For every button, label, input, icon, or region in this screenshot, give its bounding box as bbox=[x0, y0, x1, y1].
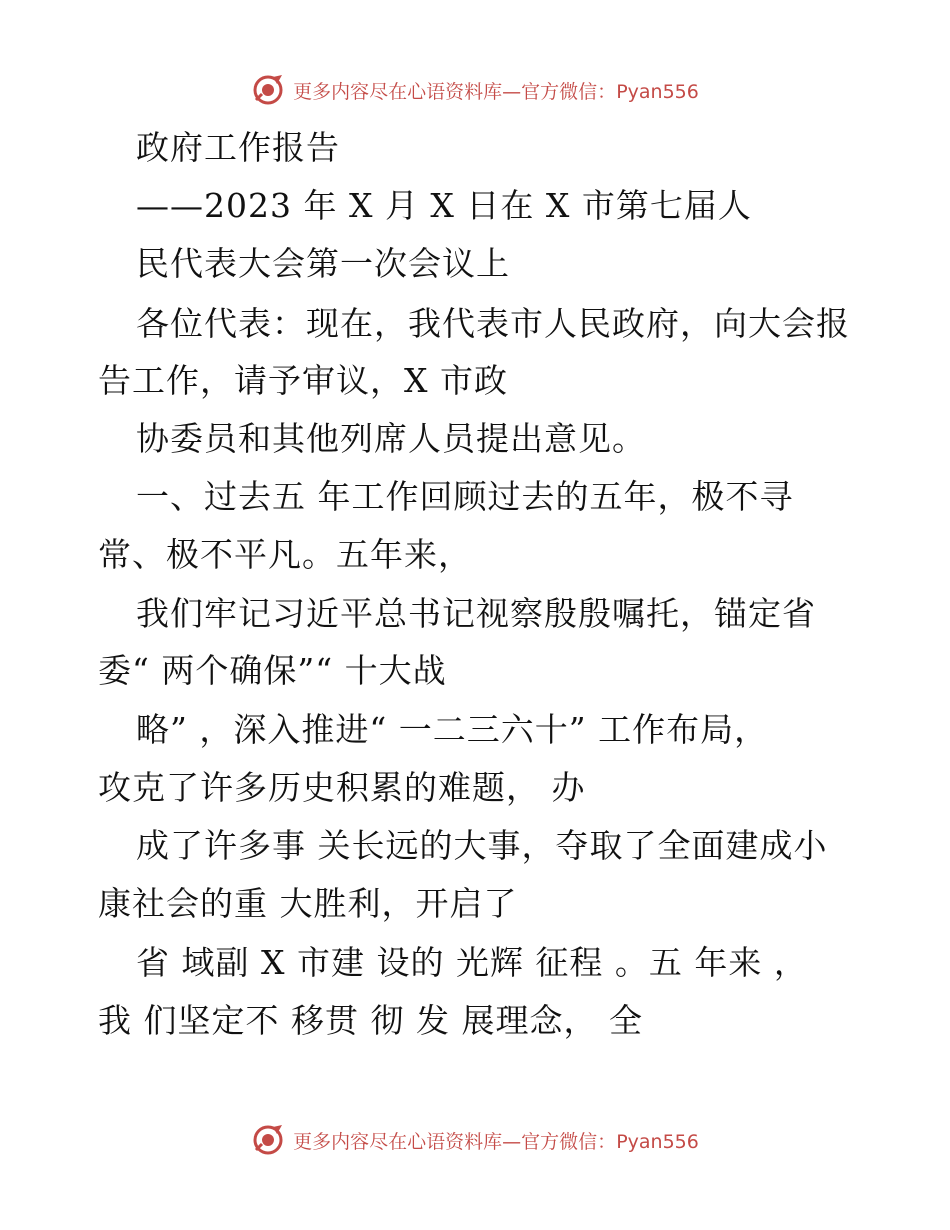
paragraph-2-line-2: 常、极不平凡。五年来， bbox=[98, 535, 472, 574]
paragraph-4-line-2: 攻克了许多历史积累的难题， 办 bbox=[98, 768, 586, 807]
subtitle-line-2: 民代表大会第一次会议上 bbox=[136, 244, 510, 283]
paragraph-1-line-2: 告工作，请予审议，X 市政 bbox=[98, 361, 508, 400]
watermark-main-text: 更多内容尽在心语资料库 bbox=[293, 80, 503, 103]
watermark-main-text: 更多内容尽在心语资料库 bbox=[293, 1130, 503, 1153]
paragraph-1-line-3: 协委员和其他列席人员提出意见。 bbox=[136, 419, 646, 458]
paragraph-1-line-1: 各位代表：现在，我代表市人民政府，向大会报 bbox=[136, 304, 850, 343]
paragraph-5-line-2: 康社会的重 大胜利，开启了 bbox=[98, 884, 518, 923]
watermark-banner-bottom bbox=[0, 1120, 950, 1160]
watermark-dash: — bbox=[502, 1130, 522, 1153]
subtitle-line-1: ——2023 年 X 月 X 日在 X 市第七届人 bbox=[136, 186, 752, 225]
paragraph-3-line-1: 我们牢记习近平总书记视察殷殷嘱托，锚定省 bbox=[136, 594, 816, 633]
document-title: 政府工作报告 bbox=[136, 128, 340, 167]
watermark-wechat-id: Pyan556 bbox=[616, 80, 699, 103]
paragraph-6-line-1: 省 域副 X 市建 设的 光辉 征程 。五 年来 ， bbox=[136, 943, 808, 982]
quill-seal-icon bbox=[251, 1123, 285, 1157]
watermark-wechat-label: 官方微信： bbox=[521, 1130, 617, 1153]
watermark-wechat-id: Pyan556 bbox=[616, 1130, 699, 1153]
paragraph-3-line-2: 委“ 两个确保”“ 十大战 bbox=[98, 651, 447, 690]
watermark-text bbox=[293, 77, 699, 104]
watermark-banner-top bbox=[0, 70, 950, 110]
watermark-wechat-label: 官方微信： bbox=[521, 80, 617, 103]
paragraph-4-line-1: 略” ，深入推进“ 一二三六十” 工作布局， bbox=[136, 710, 769, 749]
watermark-text bbox=[293, 1127, 699, 1154]
watermark-dash: — bbox=[502, 80, 522, 103]
quill-seal-icon bbox=[251, 73, 285, 107]
paragraph-2-line-1: 一、过去五 年工作回顾过去的五年，极不寻 bbox=[136, 477, 794, 516]
paragraph-5-line-1: 成了许多事 关长远的大事，夺取了全面建成小 bbox=[136, 826, 828, 865]
paragraph-6-line-2: 我 们坚定不 移贯 彻 发 展理念， 全 bbox=[98, 1001, 643, 1040]
